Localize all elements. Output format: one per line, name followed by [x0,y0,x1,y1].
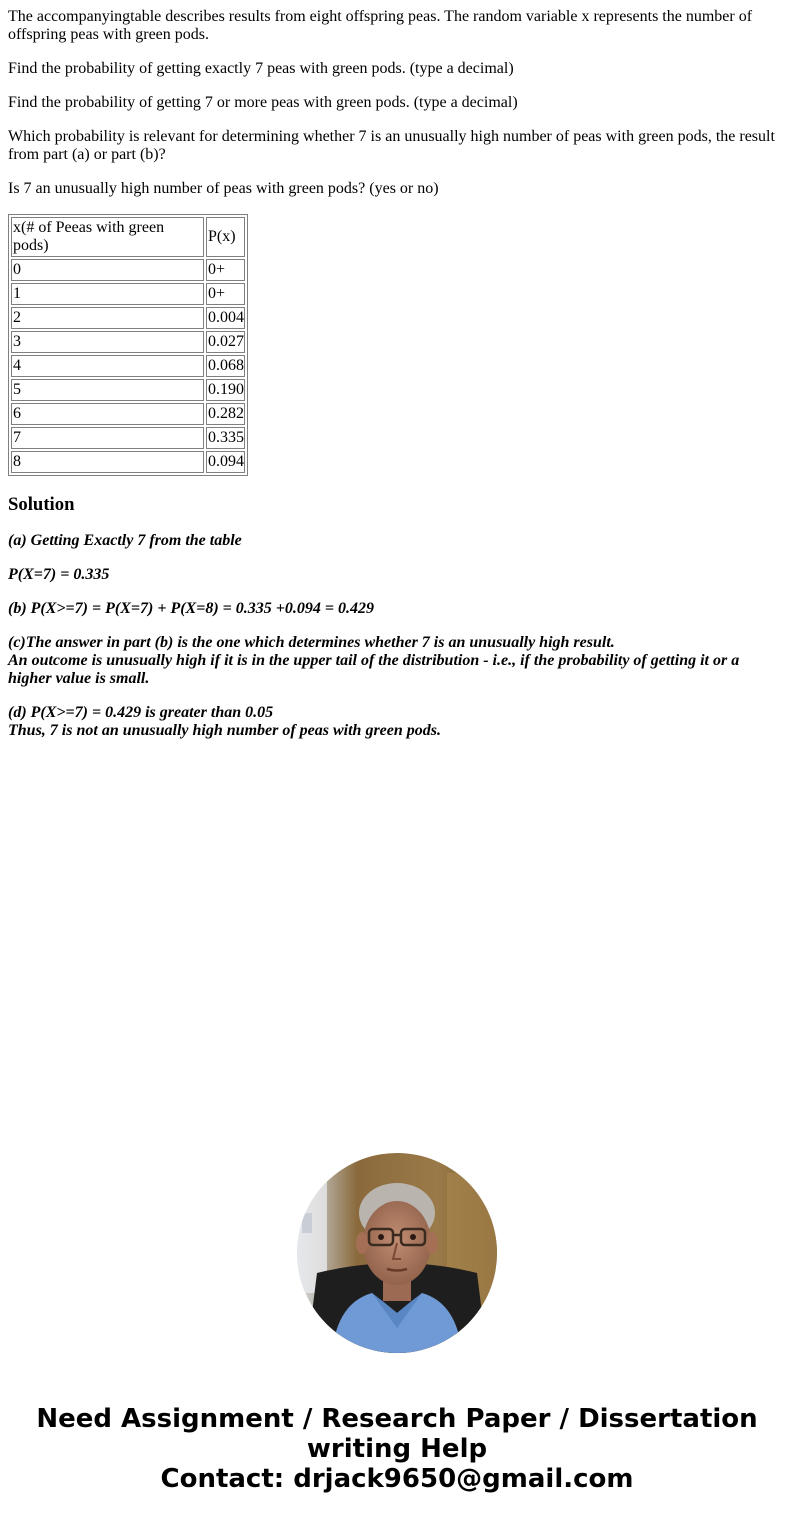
solution-b-answer: (b) P(X>=7) = P(X=7) + P(X=8) = 0.335 +0.094 = 0.429 [8,600,375,617]
solution-d-line2: Thus, 7 is not an unusually high number of peas with green pods. [8,722,442,739]
table-cell-px: 0+ [206,283,245,305]
table-cell-px: 0.004 [206,307,245,329]
table-cell-px: 0.190 [206,379,245,401]
table-cell-px: 0+ [206,259,245,281]
table-row [11,355,245,377]
table-row [11,331,245,353]
solution-d [8,704,786,740]
table-cell-x: 3 [11,331,204,353]
footer-line1: Need Assignment / Research Paper / Dissertation [36,1404,758,1434]
question-part-d: Is 7 an unusually high number of peas with green pods? (yes or no) [8,180,439,197]
table-cell-px: 0.282 [206,403,245,425]
table-row [11,427,245,449]
table-row [11,259,245,281]
table-cell-x: 0 [11,259,204,281]
table-row [11,283,245,305]
question-intro: The accompanyingtable describes results from eight offspring peas. The random variable x represents the number of offspring peas with green pods. [8,8,753,43]
table-header-row [11,217,245,257]
solution-a-title: (a) Getting Exactly 7 from the table [8,532,242,549]
table-row [11,379,245,401]
table-cell-x: 1 [11,283,204,305]
table-cell-px: 0.094 [206,451,245,473]
table-cell-x: 7 [11,427,204,449]
solution-body [8,532,786,740]
table-cell-x: 8 [11,451,204,473]
table-cell-px: 0.335 [206,427,245,449]
table-header-px: P(x) [206,217,245,257]
table-row [11,403,245,425]
table-row [11,307,245,329]
table-cell-px: 0.027 [206,331,245,353]
probability-table [8,214,248,476]
table-cell-x: 5 [11,379,204,401]
author-portrait-image [297,1153,497,1353]
footer-line2: writing Help [306,1434,488,1464]
footer-contact: Contact: drjack9650@gmail.com [160,1464,634,1494]
solution-d-line1: (d) P(X>=7) = 0.429 is greater than 0.05 [8,704,274,721]
solution-a-answer: P(X=7) = 0.335 [8,566,110,583]
table-header-x: x(# of Peeas with green pods) [11,217,204,257]
solution-c [8,634,786,688]
solution-c-line2: An outcome is unusually high if it is in the upper tail of the distribution - i.e., if the probability of getting it or a higher value is small. [8,652,740,687]
table-cell-x: 4 [11,355,204,377]
question-part-c: Which probability is relevant for determining whether 7 is an unusually high number of peas with green pods, the result from part (a) or part (b)? [8,128,775,163]
document-content [8,8,786,756]
table-row [11,451,245,473]
question-part-b: Find the probability of getting 7 or more peas with green pods. (type a decimal) [8,94,518,111]
solution-c-line1: (c)The answer in part (b) is the one which determines whether 7 is an unusually high result. [8,634,615,651]
author-avatar [297,1153,497,1353]
table-cell-x: 6 [11,403,204,425]
question-part-a: Find the probability of getting exactly 7 peas with green pods. (type a decimal) [8,60,514,77]
footer-advert [0,1404,794,1494]
table-cell-x: 2 [11,307,204,329]
table-cell-px: 0.068 [206,355,245,377]
solution-heading: Solution [8,494,75,515]
